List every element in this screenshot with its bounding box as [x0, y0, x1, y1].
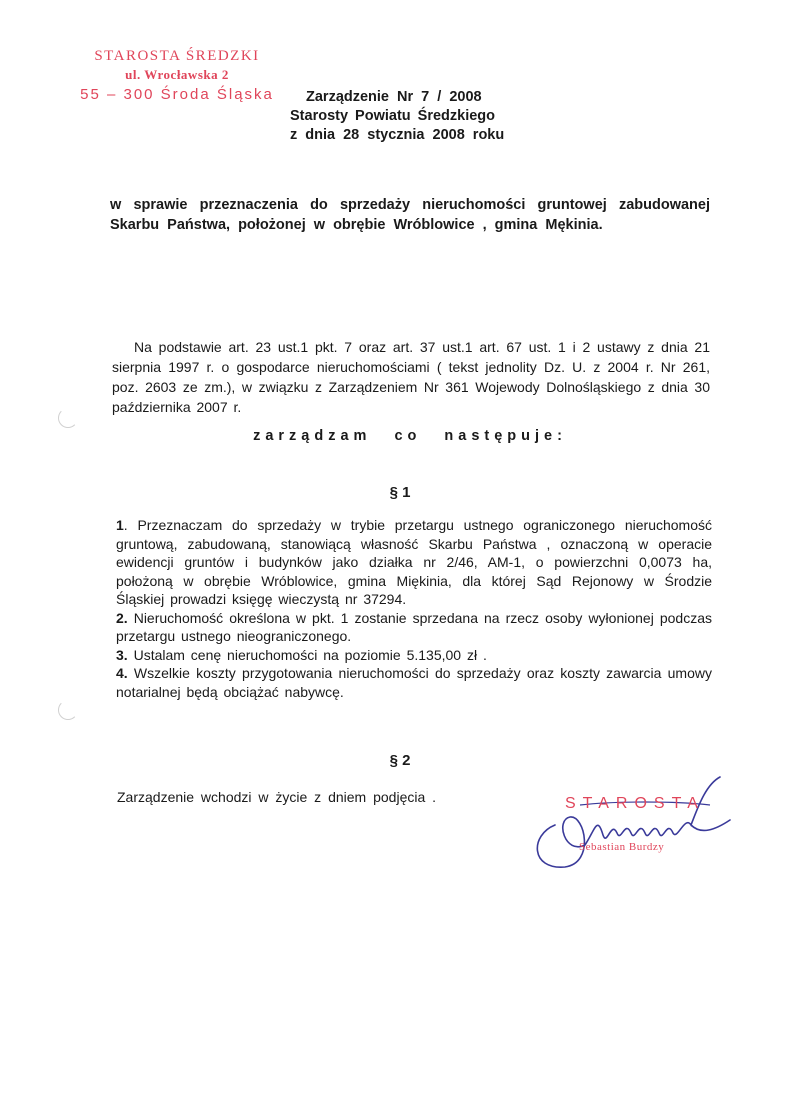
- punch-hole: [58, 700, 78, 720]
- signature-name: Sebastian Burdzy: [579, 841, 665, 853]
- stamp-title: STAROSTA ŚREDZKI: [94, 48, 260, 64]
- point-1: [116, 516, 712, 609]
- ordinance-number: Zarządzenie Nr 7 / 2008: [306, 89, 482, 105]
- point-3: [116, 646, 712, 665]
- decree-statement: zarządzam co następuje:: [253, 428, 567, 444]
- document-header: [290, 88, 550, 145]
- point-text: . Przeznaczam do sprzedaży w trybie przetargu ustnego ograniczonego nieruchomość gruntową, zabudowaną, stanowiącą własność Skarbu Państwa , oznaczoną w operacie ewidencji gruntów i budynków jako działka nr 2/46, AM-1, o powierzchni 0,0073 ha, położoną w obrębie Wróblowice, gmina Miękinia, dla której Sąd Rejonowy w Środzie Śląskiej prowadzi księgę wieczystą nr 37294.: [116, 517, 712, 607]
- point-text: Wszelkie koszty przygotowania nieruchomości do sprzedaży oraz koszty zawarcia umowy notarialnej będą obciążać nabywcę.: [116, 665, 712, 700]
- signature-stamp: [525, 775, 735, 875]
- legal-basis-paragraph: Na podstawie art. 23 ust.1 pkt. 7 oraz art. 37 ust.1 art. 67 ust. 1 i 2 ustawy z dnia 21 sierpnia 1997 r. o gospodarce nieruchomościami ( tekst jednolity Dz. U. z 2004 r. Nr 261, poz. 2603 ze zm.), w związku z Zarządzeniem Nr 361 Wojewody Dolnośląskiego z dnia 30 października 2007 r.: [112, 339, 710, 415]
- issuer: Starosty Powiatu Średzkiego: [290, 108, 496, 124]
- section-1-heading: § 1: [389, 484, 411, 501]
- point-text: Ustalam cenę nieruchomości na poziomie 5.135,00 zł .: [127, 646, 487, 663]
- point-number: 2.: [116, 609, 128, 626]
- stamp-street: ul. Wrocławska 2: [125, 67, 229, 82]
- point-4: [116, 664, 712, 701]
- point-2: [116, 609, 712, 646]
- office-stamp: [72, 48, 282, 103]
- section-2-heading: § 2: [389, 752, 411, 769]
- point-number: 3.: [116, 646, 128, 663]
- point-number: 4.: [116, 665, 128, 681]
- stamp-city: 55 – 300 Środa Śląska: [80, 86, 274, 103]
- point-text: Nieruchomość określona w pkt. 1 zostanie sprzedana na rzecz osoby wyłonionej podczas przetargu ustnego nieograniczonego.: [116, 609, 712, 644]
- handwritten-signature: [525, 775, 735, 875]
- document-subject: w sprawie przeznaczenia do sprzedaży nieruchomości gruntowej zabudowanej Skarbu Państwa, położonej w obrębie Wróblowice , gmina Mękinia.: [110, 197, 710, 233]
- issue-date: z dnia 28 stycznia 2008 roku: [290, 127, 505, 143]
- section-1-points: [116, 516, 712, 701]
- signature-title: STAROSTA: [565, 795, 705, 812]
- punch-hole: [58, 408, 78, 428]
- point-number: 1: [116, 517, 124, 533]
- entry-into-force: Zarządzenie wchodzi w życie z dniem podjęcia .: [117, 789, 437, 805]
